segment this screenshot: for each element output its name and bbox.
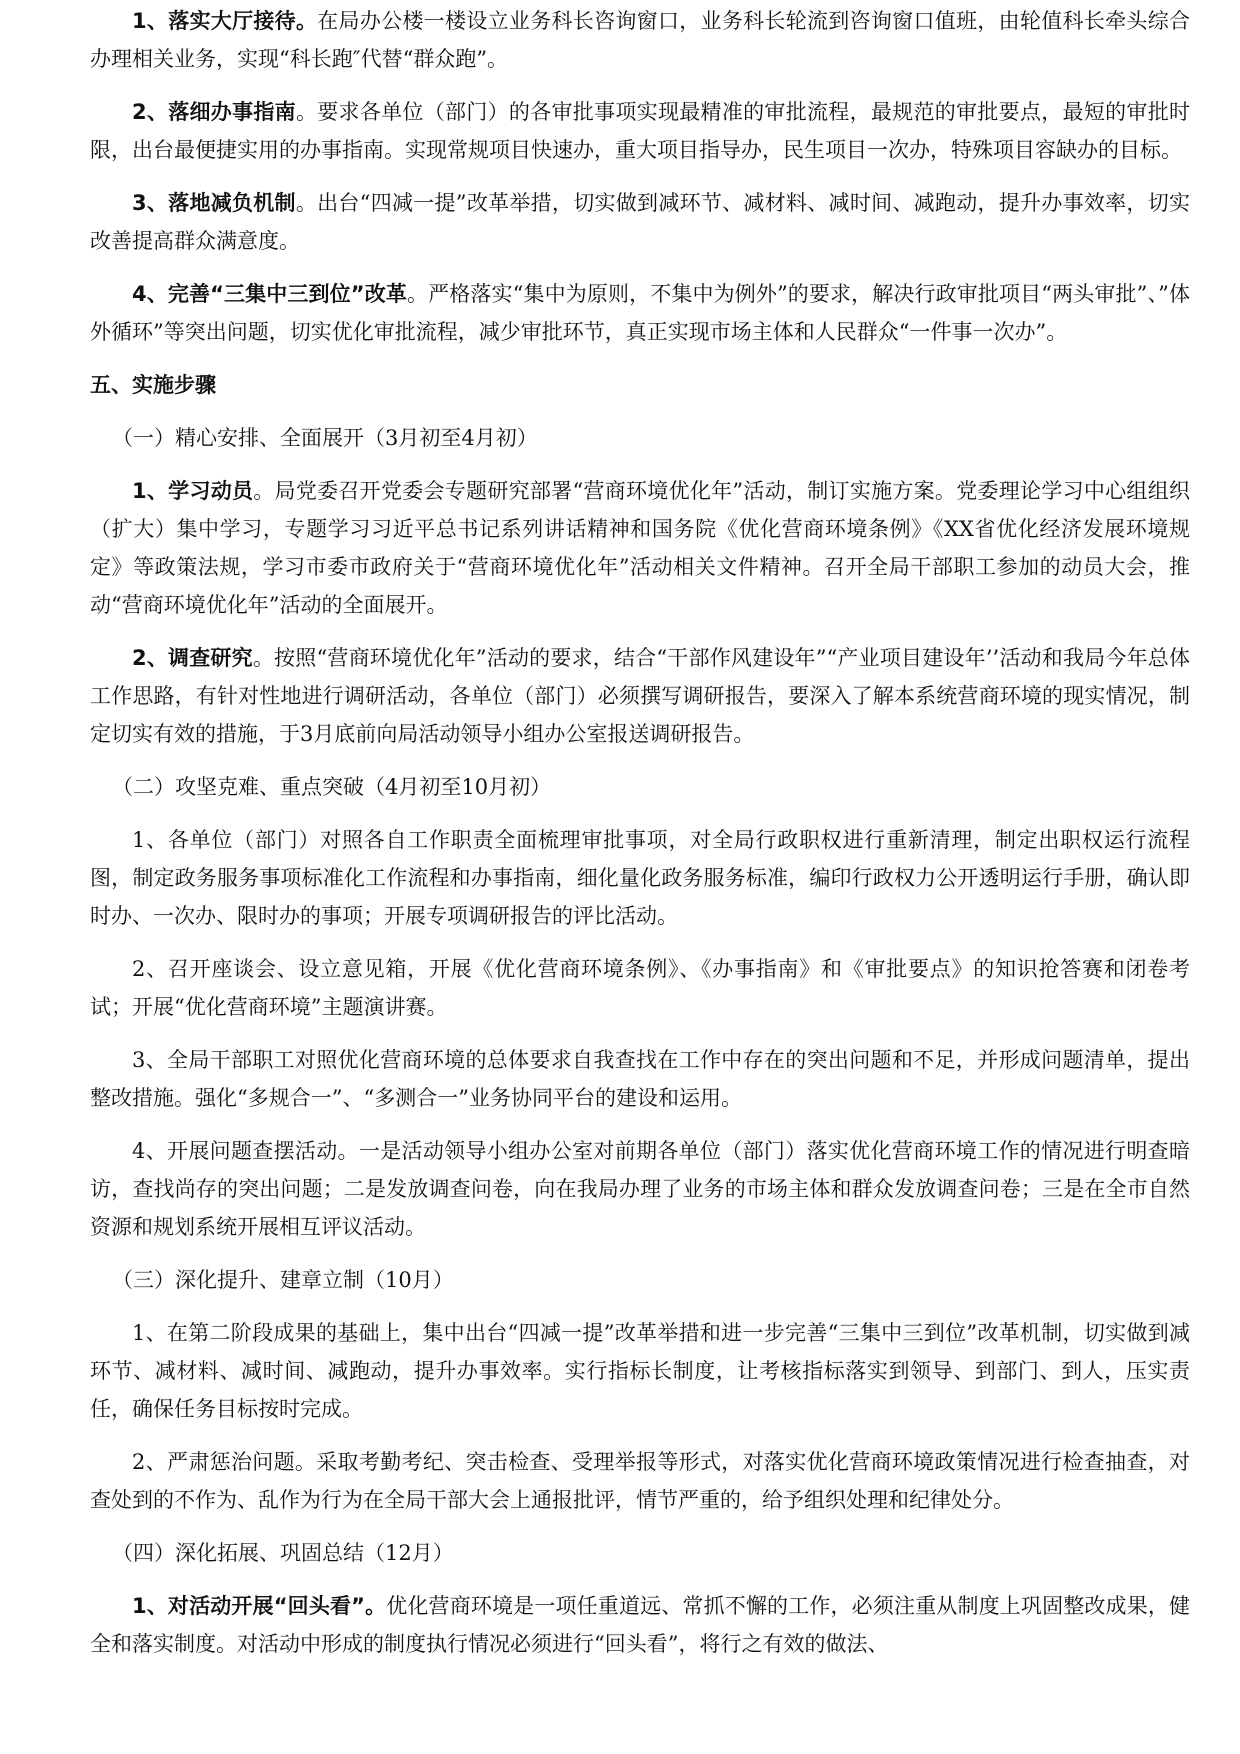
phase-title-2: （二）攻坚克难、重点突破（4月初至10月初） (112, 775, 552, 799)
paragraph-service-guide (90, 93, 1190, 169)
item-lead: 4、完善“三集中三到位”改革 (132, 282, 407, 306)
phase-title-3: （三）深化提升、建章立制（10月） (112, 1268, 454, 1292)
section-heading-implementation: 五、实施步骤 (90, 373, 216, 397)
item-lead: 1、落实大厅接待。 (132, 9, 318, 33)
item-lead: 2、落细办事指南 (132, 100, 296, 124)
phase3-item: 1、在第二阶段成果的基础上，集中出台“四减一提”改革举措和进一步完善“三集中三到位”改革机制，切实做到减环节、减材料、减时间、减跑动，提升办事效率。实行指标长制度，让考核指标落实到领导、到部门、到人，压实责任，确保任务目标按时完成。 (90, 1321, 1190, 1421)
phase2-item: 2、召开座谈会、设立意见箱，开展《优化营商环境条例》、《办事指南》和《审批要点》的知识抢答赛和闭卷考试；开展“优化营商环境”主题演讲赛。 (90, 957, 1190, 1019)
paragraph-review (90, 1587, 1190, 1663)
item-lead: 2、调查研究 (132, 646, 253, 670)
phase2-item: 1、各单位（部门）对照各自工作职责全面梳理审批事项，对全局行政职权进行重新清理，制定出职权运行流程图，制定政务服务事项标准化工作流程和办事指南，细化量化政务服务标准，编印行政权力公开透明运行手册，确认即时办、一次办、限时办的事项；开展专项调研报告的评比活动。 (90, 828, 1190, 928)
paragraph-burden-reduction (90, 184, 1190, 260)
item-text: 。出台“四减一提”改革举措，切实做到减环节、减材料、减时间、减跑动，提升办事效率，切实改善提高群众满意度。 (90, 191, 1190, 253)
item-lead: 1、对活动开展“回头看”。 (132, 1594, 387, 1618)
phase2-item: 4、开展问题查摆活动。一是活动领导小组办公室对前期各单位（部门）落实优化营商环境工作的情况进行明查暗访，查找尚存的突出问题；二是发放调查问卷，向在我局办理了业务的市场主体和群众发放调查问卷；三是在全市自然资源和规划系统开展相互评议活动。 (90, 1139, 1190, 1239)
paragraph-reform (90, 275, 1190, 351)
phase-title-4: （四）深化拓展、巩固总结（12月） (112, 1541, 454, 1565)
item-text: 。局党委召开党委会专题研究部署“营商环境优化年”活动，制订实施方案。党委理论学习中心组组织（扩大）集中学习，专题学习习近平总书记系列讲话精神和国务院《优化营商环境条例》《XX省优化经济发展环境规定》等政策法规，学习市委市政府关于“营商环境优化年”活动相关文件精神。召开全局干部职工参加的动员大会，推动“营商环境优化年”活动的全面展开。 (90, 479, 1190, 617)
item-text: 。严格落实“集中为原则，不集中为例外”的要求，解决行政审批项目“两头审批”、”体外循环”等突出问题，切实优化审批流程，减少审批环节，真正实现市场主体和人民群众“一件事一次办”。 (90, 282, 1190, 344)
paragraph-investigation (90, 639, 1190, 753)
paragraph-study-mobilization (90, 472, 1190, 624)
item-lead: 1、学习动员 (132, 479, 254, 503)
phase3-item: 2、严肃惩治问题。采取考勤考纪、突击检查、受理举报等形式，对落实优化营商环境政策情况进行检查抽查，对查处到的不作为、乱作为行为在全局干部大会上通报批评，情节严重的，给予组织处理和纪律处分。 (90, 1450, 1190, 1512)
paragraph-hall-reception (90, 2, 1190, 78)
phase-title-1: （一）精心安排、全面展开（3月初至4月初） (112, 426, 538, 450)
item-text: 。按照“营商环境优化年”活动的要求，结合“干部作风建设年”“产业项目建设年’’活动和我局今年总体工作思路，有针对性地进行调研活动，各单位（部门）必须撰写调研报告，要深入了解本系统营商环境的现实情况，制定切实有效的措施，于3月底前向局活动领导小组办公室报送调研报告。 (90, 646, 1190, 746)
item-text: 。要求各单位（部门）的各审批事项实现最精准的审批流程，最规范的审批要点，最短的审批时限，出台最便捷实用的办事指南。实现常规项目快速办，重大项目指导办，民生项目一次办，特殊项目容缺办的目标。 (90, 100, 1190, 162)
item-lead: 3、落地减负机制 (132, 191, 296, 215)
item-text: 优化营商环境是一项任重道远、常抓不懈的工作，必须注重从制度上巩固整改成果，健全和落实制度。对活动中形成的制度执行情况必须进行“回头看”，将行之有效的做法、 (90, 1594, 1191, 1656)
item-text: 在局办公楼一楼设立业务科长咨询窗口，业务科长轮流到咨询窗口值班，由轮值科长牵头综合办理相关业务，实现“科长跑″代替“群众跑”。 (90, 9, 1190, 71)
phase2-item: 3、全局干部职工对照优化营商环境的总体要求自我查找在工作中存在的突出问题和不足，并形成问题清单，提出整改措施。强化“多规合一”、“多测合一”业务协同平台的建设和运用。 (90, 1048, 1190, 1110)
